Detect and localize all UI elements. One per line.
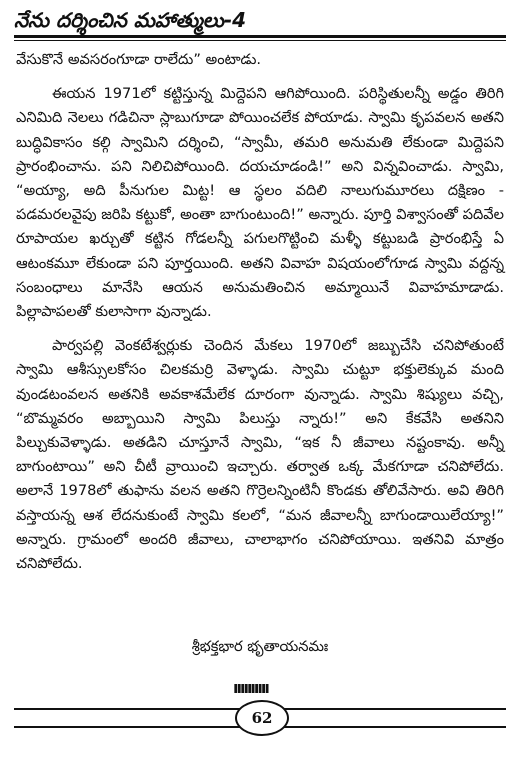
page-body: [16, 48, 504, 586]
paragraph-goats: పార్వపల్లి వెంకటేశ్వర్లుకు చెందిన మేకలు 1970లో జబ్బుచేసి చనిపోతుంటే స్వామి ఆశీస్సులకోసం చిలకమర్రి వెళ్ళాడు. స్వామి చుట్టూ భక్తులెక్కువ మంది వుండటంవలన అతనికి అవకాశమేలేక దూరంగా వున్నాడు. స్వామి శిష్యులు వచ్చి, “బొమ్మవరం అబ్బాయిని స్వామి పిలుస్తు న్నారు!” అని కేకవేసి అతనిని పిల్చుకువెళ్ళాడు. అతడిని చూస్తూనే స్వామి, “ఇక నీ జీవాలు నష్టంకావు. అన్నీ బాగుంటాయి” అని చీటీ వ్రాయించి ఇచ్చారు. తర్వాత ఒక్క మేకగూడా చనిపోలేదు. అలానే 1978లో తుఫాను వలన అతని గొర్రెలన్నింటినీ కొండకు తోలివేసారు. అవి తిరిగి వస్తాయన్న ఆశ లేదనుకుంటే స్వామి కలలో, “మన జీవాలన్నీ బాగుండాయిలేయ్యా!” అన్నారు. గ్రామంలో అందరి జీవాలు, చాలాభాగం చనిపోయాయి. ఇతనివి మాత్రం చనిపోలేదు.: [16, 337, 504, 573]
running-header: [14, 6, 506, 41]
page-footer: [14, 700, 506, 740]
header-rule-thick: [14, 35, 506, 38]
page-number: 62: [235, 700, 289, 736]
header-title: నేను దర్శించిన మహాత్ములు-4: [14, 8, 247, 32]
closing-invocation: శ్రీభక్తభార భృతాయనమః: [191, 638, 329, 655]
header-rule-thin: [14, 40, 506, 41]
decorative-ornament: ıııııııııı: [233, 678, 268, 697]
paragraph-1971-house: ఈయన 1971లో కట్టిస్తున్న మిద్దెపని ఆగిపోయింది. పరిస్థితులన్నీ అడ్డం తిరిగి ఎనిమిది నెలలు గడిచినా స్లాబుగూడా పోయించలేక పోయాడు. స్వామి కృపవలన అతని బుద్ధివికాసం కల్గి స్వామిని దర్శించి, “స్వామీ, తమరి అనుమతి లేకుండా మిద్దెపని ప్రారంభించాను. పని నిలిచిపోయింది. దయచూడండి!” అని విన్నవించాడు. స్వామి, “అయ్యా, అది పీనుగుల మిట్ట! ఆ స్థలం వదిలి నాలుగుమూరలు దక్షిణం - పడమరలవైపు జరిపి కట్టుకో, అంతా బాగుంటుంది!” అన్నారు. పూర్తి విశ్వాసంతో పదివేల రూపాయల ఖర్చుతో కట్టిన గోడలన్నీ పగులగొట్టించి మళ్ళీ కట్టుబడి ప్రారంభిస్తే ఏ ఆటంకమూ లేకుండా పని పూర్తయింది. అతని వివాహ విషయంలోగూడ స్వామి వద్దన్న సంబంధాలు మానేసి ఆయన అనుమతించిన అమ్మాయినే వివాహమాడాడు. పిల్లాపాపలతో కులాసాగా వున్నాడు.: [16, 85, 504, 321]
paragraph-continuation: వేసుకొనే అవసరంగూడా రాలేదు” అంటాడు.: [16, 51, 262, 68]
